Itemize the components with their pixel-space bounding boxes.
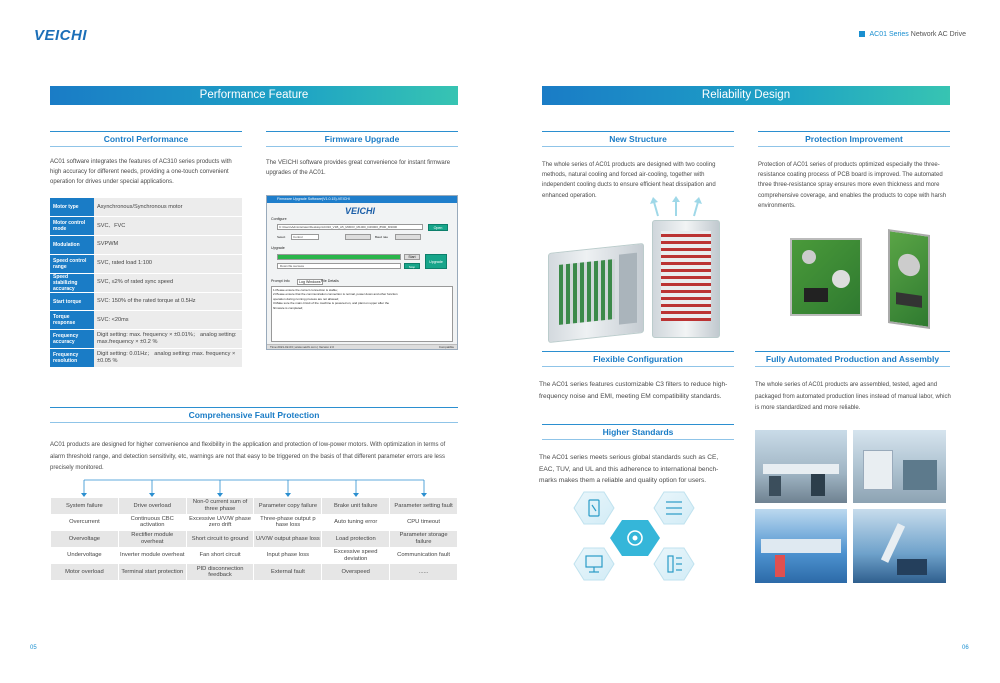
param-row [50, 254, 242, 273]
param-key: Torque response [50, 311, 94, 330]
fault-cell: System failure [51, 498, 119, 515]
param-key: Frequency resolution [50, 349, 94, 368]
param-key: Speed control range [50, 254, 94, 273]
param-value: SVC: 150% of the rated torque at 0.5Hz [94, 292, 242, 311]
fault-row [51, 531, 458, 548]
param-value: SVC, rated load 1:100 [94, 254, 242, 273]
brand-logo: VEICHI [34, 27, 88, 44]
page-number-right: 06 [962, 645, 969, 651]
param-row [50, 292, 242, 311]
baud-rate-label: Baud rate [375, 235, 389, 239]
fault-cell: U/V/W output phase loss [254, 531, 322, 548]
fault-cell: Three-phase output p hase loss [254, 514, 322, 531]
fault-cell: Rectifier module overheat [118, 531, 186, 548]
param-row [50, 311, 242, 330]
tab-log-windows[interactable]: Log Windows [299, 280, 321, 284]
param-value: Digit setting: 0.01Hz； analog setting: max. frequency × ±0.05 % [94, 349, 242, 368]
param-row [50, 330, 242, 349]
param-key: Modulation [50, 236, 94, 255]
param-row [50, 349, 242, 368]
factory-photo-2 [853, 430, 946, 503]
fault-cell: Excessive speed deviation [322, 547, 390, 564]
factory-photo-3 [755, 509, 847, 583]
fault-cell: Non-0 current sum of three phase [186, 498, 254, 515]
factory-photo-4 [853, 509, 946, 583]
fault-cell: Input phase loss [254, 547, 322, 564]
firmware-upgrade-heading: Firmware Upgrade [266, 131, 458, 147]
factory-photo-1 [755, 430, 847, 503]
fault-cell: Communication fault [390, 547, 458, 564]
flexible-configuration-heading: Flexible Configuration [542, 351, 734, 367]
status-right: Compatible [438, 345, 454, 349]
state-field: Down file success [277, 263, 401, 269]
param-value: Asynchronous/Synchronous motor [94, 198, 242, 217]
reliability-banner: Reliability Design [542, 86, 950, 105]
drive-unit-image-forced-cooling [652, 220, 720, 338]
configure-label: Configure [271, 217, 287, 221]
firmware-titlebar: Firmware Upgrade Software(V1.0.15)-VEICHI [267, 196, 457, 203]
firmware-path-field[interactable]: C:\Users\Administrator\Desktop\AC310_V1B_A5_M300V_M1000_D46000_8500_M3000 [277, 224, 423, 230]
fault-cell: PID disconnection feedback [186, 564, 254, 581]
fault-cell: Overcurrent [51, 514, 119, 531]
series-tag [859, 31, 966, 38]
status-text: Time:2021-02-03 | www.veichi.com | Version 2.0 [270, 345, 334, 349]
drive-unit-image-natural-cooling [548, 243, 644, 343]
airflow-arrows-icon [646, 196, 706, 218]
progress-fill [278, 255, 400, 259]
fault-cell: Terminal start protection [118, 564, 186, 581]
fault-table [50, 497, 458, 581]
page-number-left: 05 [30, 645, 37, 651]
fault-cell: Motor overload [51, 564, 119, 581]
control-performance-text: AC01 software integrates the features of AC310 series products with high accuracy for different needs, providing a one-touch convenient operation for drives under special applications. [50, 159, 232, 186]
upgrade-button[interactable]: Upgrade [425, 254, 447, 269]
fault-cell: External fault [254, 564, 322, 581]
fault-cell: CPU timeout [390, 514, 458, 531]
param-value: SVC: <20ms [94, 311, 242, 330]
fault-connector-lines [50, 476, 458, 498]
series-name: AC01 Series [869, 31, 909, 38]
fault-cell: Parameter setting fault [390, 498, 458, 515]
tab-file-details[interactable]: File Details [321, 279, 339, 283]
fault-cell: Overvoltage [51, 531, 119, 548]
automated-production-text: The whole series of AC01 products are assembled, tested, aged and packaged from automated production lines instead of manual labor, which is more standardized and more reliable. [755, 382, 951, 412]
higher-standards-text: The AC01 series meets serious global standards such as CE, EAC, TUV, and UL and this adherence to international bench-marks makes them a reliable and quality option for users. [539, 454, 719, 485]
fault-protection-text: AC01 products are designed for higher convenience and flexibility in the application and protection of low-power motors. With optimization in terms of alarm threshold range, and detection sensitivity, etc, warnings are not that easy to be triggered on the basis of that different parameter errors are less precisely monitored. [50, 442, 446, 471]
automated-production-heading: Fully Automated Production and Assembly [755, 351, 950, 367]
upgrade-label: Upgrade [271, 246, 285, 250]
fault-cell: Drive overload [118, 498, 186, 515]
param-key: Speed stabilizing accuracy [50, 273, 94, 292]
control-select[interactable]: Control [291, 234, 319, 240]
fault-cell: ...... [390, 564, 458, 581]
param-key: Frequency accuracy [50, 330, 94, 349]
param-key: Motor control mode [50, 217, 94, 236]
param-row [50, 198, 242, 217]
prompt-info-label: Prompt Info [271, 279, 290, 283]
flexible-configuration-text: The AC01 series features customizable C3 filters to reduce high-frequency noise and EMI, meeting EM compatibility standards. [539, 381, 728, 400]
fault-cell: Undervoltage [51, 547, 119, 564]
fault-cell: Auto tuning error [322, 514, 390, 531]
protection-improvement-heading: Protection Improvement [758, 131, 950, 147]
protection-improvement-text: Protection of AC01 series of products optimized especially the three-resistance coating process of PCB board is improved. The automated three three-resistance spray ensures more even thickness and more comprehensive coverage, and enables the products to cope with harsh environments. [758, 162, 947, 209]
param-value: Digit setting: max. frequency × ±0.01%； analog setting: max.frequency × ±0.2 % [94, 330, 242, 349]
fault-cell: Brake unit failure [322, 498, 390, 515]
status-bar [267, 344, 457, 349]
param-key: Start torque [50, 292, 94, 311]
fault-cell: Parameter storage failure [390, 531, 458, 548]
new-structure-text: The whole series of AC01 products are designed with two cooling methods, natural cooling and forced air-cooling, together with independent cooling ducts to ensure efficient heat dissipation and enhanced operation. [542, 162, 716, 199]
firmware-upgrade-text: The VEICHI software provides great convenience for instant firmware upgrades of the AC01. [266, 160, 451, 177]
start-button[interactable]: Start [404, 254, 420, 260]
param-row [50, 217, 242, 236]
square-icon [859, 31, 865, 37]
fault-cell: Continuous CBC activation [118, 514, 186, 531]
fault-cell: Short circuit to ground [186, 531, 254, 548]
param-value: SVPWM [94, 236, 242, 255]
select-label: Select [277, 235, 286, 239]
stop-button[interactable]: Stop [404, 263, 420, 269]
firmware-screenshot [266, 195, 458, 350]
fault-protection-heading: Comprehensive Fault Protection [50, 407, 458, 423]
standards-hex-graphic [566, 490, 706, 584]
param-row [50, 236, 242, 255]
fault-cell: Fan short circuit [186, 547, 254, 564]
new-structure-heading: New Structure [542, 131, 734, 147]
param-row [50, 273, 242, 292]
product-name: Network AC Drive [908, 31, 966, 38]
baud-rate-select[interactable] [395, 234, 421, 240]
higher-standards-heading: Higher Standards [542, 424, 734, 440]
firmware-logo: VEICHI [345, 206, 376, 216]
pcb-board-image-side [888, 229, 930, 329]
fault-row [51, 547, 458, 564]
fault-cell: Load protection [322, 531, 390, 548]
fault-row [51, 514, 458, 531]
pcb-board-image-front [790, 238, 862, 316]
fault-row [51, 564, 458, 581]
parameter-table [50, 198, 242, 368]
fault-cell: Parameter copy failure [254, 498, 322, 515]
param-value: SVC, ≤2% of rated sync speed [94, 273, 242, 292]
fault-cell: Excessive U/V/W phase zero drift [186, 514, 254, 531]
fault-cell: Inverter module overheat [118, 547, 186, 564]
param-key: Motor type [50, 198, 94, 217]
serial-port-select[interactable] [345, 234, 371, 240]
fault-row [51, 498, 458, 515]
control-performance-heading: Control Performance [50, 131, 242, 147]
param-value: SVC、FVC [94, 217, 242, 236]
open-button[interactable]: Open [428, 224, 448, 231]
performance-banner: Performance Feature [50, 86, 458, 105]
fault-cell: Overspeed [322, 564, 390, 581]
log-text: 1.Please ensure the correct connection is stable; 2.Please ensure that the communication connection is normal, power down and other function operation during running process are not allowed; 3.Make sure the main circuit of the machine is powered on, and plant on upper after the firmware is completed; [273, 288, 398, 310]
